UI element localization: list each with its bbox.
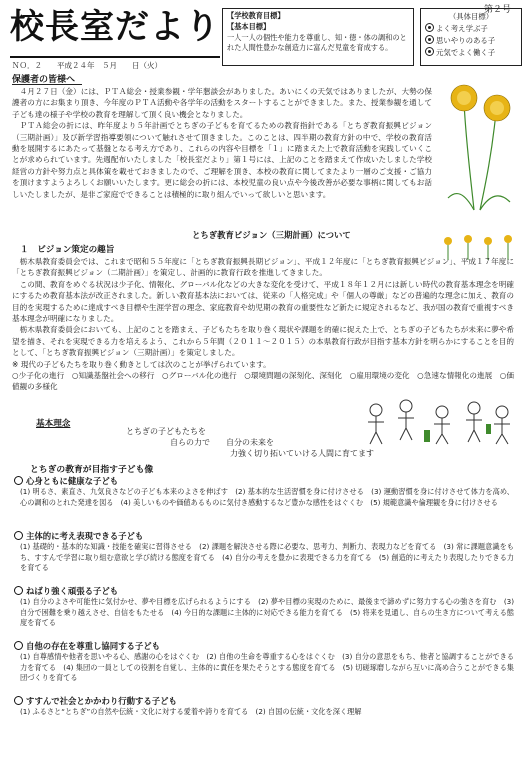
circle-bullet-icon xyxy=(14,476,23,485)
ideal-group-items: (1) 明るさ、素直さ、九気良さなどの子ども本来のよさを伸ばす (2) 基本的な生活習慣を身に付けさせる (3) 運動習慣を身に付けさせて体力を高め、心の調和のとれた発達を図る (4) 美しいものや価値あるものに気付き感動するなど豊かな感性をはぐくむ (5) 規範意識や倫理観を身に付けさせる xyxy=(20,487,514,507)
ideal-group-title: ねばり強く頑張る子ども xyxy=(26,586,119,596)
ideal-group-items: (1) 自尊感情や他者を思いやる心、感謝の心をはぐくむ (2) 自他の生命を尊重する心をはぐくむ (3) 自分の意思をもち、他者と協調することができる力を育てる (4) 集団の一員としての役割を自覚し、主体的に責任を果たそうとする態度を育てる (5) 切磋琢磨しながら互いに高め合うことができる集団づくりを育てる xyxy=(20,652,514,683)
goal-sub-label: 【基本目標】 xyxy=(227,22,271,31)
section-heading: １ ビジョン策定の趣旨 xyxy=(20,245,115,255)
greeting-paragraph: ４月２７日（金）には、ＰＴＡ総会・授業参観・学年懇談会がありました。あいにくの天気ではありましたが、大勢の保護者の方にお集まり頂き、今年度のＰＴＡ活動や各学年の活動をスタートすることができました。また、授業参観を通して子ども達の様子や学校の教育を理解して頂く良い機会となりました。 xyxy=(12,87,432,119)
ideal-group-items: (1) 自分のよさや可能性に気付かせ、夢や目標を広げられるようにする (2) 夢や目標の実現のために、最後まで諦めずに努力する心の強さを育む (3) 自分で困難を乗り越えさせ、自信をもたせる (4) 今日的な課題に主体的に対応できる能力を育てる (5) 将来を見通し、自らの生き方について考える態度を育てる xyxy=(20,597,514,628)
concrete-goal-item: よく考え学ぶ子 xyxy=(425,23,517,35)
ideal-group-title: 主体的に考え表現できる子ども xyxy=(26,531,144,541)
vision-paragraph: 栃木県教育委員会では、これまで昭和５５年度に「とちぎ教育振興長期ビジョン」、平成１２年度に「とちぎ教育振興ビジョン」、平成１７年度に「とちぎ教育振興ビジョン（二期計画）」を策定し、計画的に教育行政を推進してきました。 xyxy=(12,257,514,278)
ideal-group xyxy=(14,476,514,508)
bullet-icon xyxy=(425,47,434,56)
concrete-goal-label: （具体目標） xyxy=(448,12,494,21)
vision-note: ※ 現代の子どもたちを取り巻く動きとしては次のことが挙げられています。 xyxy=(12,359,271,369)
masthead-title: 校長室だより xyxy=(10,7,220,47)
dandelion-illustration xyxy=(434,72,522,212)
goal-label: 【学校教育目標】 xyxy=(227,11,285,20)
ideal-group xyxy=(14,641,514,684)
ideal-group xyxy=(14,531,514,574)
ideal-group xyxy=(14,696,514,718)
basic-principle-heading: 基本理念 xyxy=(36,419,71,429)
ideal-group-title: 自他の存在を尊重し協同する子ども xyxy=(26,641,160,651)
goal-text: 一人一人の個性や能力を尊重し、知・徳・体の調和のとれた人間性豊かな創造力に富んだ児童を育成する。 xyxy=(227,33,407,52)
vision-paragraph: 栃木県教育委員会においても、上記のことを踏まえ、子どもたちを取り巻く現状や課題を的確に捉えた上で、とちぎの子どもたちが未来に夢や希望を描き、それを実現できる力を培えるよう、これから５年間（２０１１～２０１５）の本県教育行政が目指す基本方針を明らかにすることを目的として、「とちぎ教育振興ビジョン（三期計画）」を策定しました。 xyxy=(12,325,514,358)
ideal-group xyxy=(14,586,514,629)
children-illustration xyxy=(362,394,514,446)
ideal-child-heading: とちぎの教育が目指す子ども像 xyxy=(30,465,154,475)
circle-bullet-icon xyxy=(14,696,23,705)
ideal-group-items: (1) ふるさと“とちぎ”の自然や伝統・文化に対する愛着や誇りを育てる (2) 自国の伝統・文化を深く理解 xyxy=(20,707,362,716)
principle-line-3: 力強く切り拓いていける人間に育てます xyxy=(230,449,374,458)
concrete-goal-item: 元気でよく働く子 xyxy=(425,47,517,59)
greeting-heading: 保護者の皆様へ xyxy=(12,75,76,85)
vision-body xyxy=(12,256,514,393)
issue-date-line: ＮＯ．２ 平成２４年 ５月 日（火） xyxy=(12,61,162,70)
circle-bullet-icon xyxy=(14,586,23,595)
circle-bullet-icon xyxy=(14,531,23,540)
greeting-paragraph: ＰＴＡ総会の折には、昨年度より５年計画でとちぎの子どもを育てるための教育指針である「とちぎ教育振興ビジョン（三期計画）」及び新学習指導要領について触れさせて頂きました。このことは、四半期の教育方針の中で、学校の教育活動を展開するにあたって基盤となる考え方であり、これらの内容や目標を「１」に踏まえた上で教育活動を実践していくことが求められています。先週配布いたしました「校長室だより」第１号には、上記のことを踏まえて作成いたしました学校経営の方針や努力点と具体策を載せておきましたので、ご理解を頂き、本校の教育に関してまたより一層のご支援・ご協力を頂けますようよろしくお願いいたします。更に総会の折には、本校児童の良い点や今後改善が必要な事柄に関してもお話しいたしましたが、是非ご家庭でできることは積極的に取り組んでいって欲しいと思います。 xyxy=(12,121,432,199)
bullet-icon xyxy=(425,35,434,44)
trend-list: ○少子化の進行 ○知識基盤社会への移行 ○グローバル化の進行 ○環境問題の深刻化、深刻化 ○雇用環境の変化 ○急速な情報化の進展 ○価値観の多様化 xyxy=(12,371,514,392)
greeting-body xyxy=(12,86,432,200)
concrete-goal-item: 思いやりのある子 xyxy=(425,35,517,47)
masthead-rule xyxy=(10,56,220,58)
greeting-underline xyxy=(12,84,82,85)
ideal-group-title: すすんで社会とかかわり行動する子ども xyxy=(26,696,177,706)
ideal-group-items: (1) 基礎的・基本的な知識・技能を確実に習得させる (2) 課題を解決させる際に必要な、思考力、判断力、表現力などを育てる (3) 常に課題意識をもち、すすんで学習に取り組む意欲と学び続ける態度を育てる (4) 自分の考えを豊かに表現できる力を育てる (5) 創造的に考えたり表現したりできる力を育てる xyxy=(20,542,514,573)
concrete-goal-box xyxy=(420,8,522,66)
vision-paragraph: この間、教育をめぐる状況は少子化、情報化、グローバル化などの大きな変化を受けて、平成１８年１２月には新しい時代の教育基本理念を明確にするため教育基本法が改正されました。新しい教育基本法においては、従来の「人格完成」や「個人の尊厳」などの普遍的な理念に加え、教育の目的を実現するために達成すべき目標や生涯学習の理念、家庭教育や幼児期の教育の重要性など新たに規定されるなど、我が国の教育で重視すべき基本理念が明確になりました。 xyxy=(12,279,514,324)
ideal-group-title: 心身ともに健康な子ども xyxy=(26,476,119,486)
principle-line-2: 自らの力で 自分の未来を xyxy=(170,438,274,447)
bullet-icon xyxy=(425,23,434,32)
school-goal-box xyxy=(222,8,414,66)
principle-line-1: とちぎの子どもたちを xyxy=(126,427,206,436)
vision-title: とちぎ教育ビジョン（三期計画）について xyxy=(192,230,351,240)
circle-bullet-icon xyxy=(14,641,23,650)
issue-number: 第２号 xyxy=(483,5,511,15)
